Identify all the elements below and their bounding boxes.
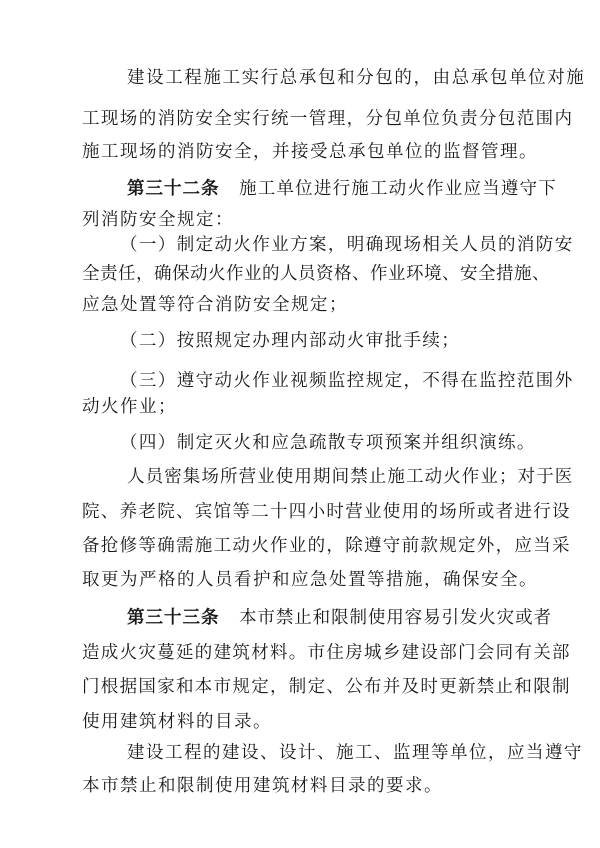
- text-line: 本市禁止和限制使用建筑材料目录的要求。: [82, 776, 443, 796]
- text-line: 建设工程施工实行总承包和分包的，由总承包单位对施: [127, 68, 586, 88]
- text-line: （二）按照规定办理内部动火审批手续；: [120, 331, 461, 351]
- article-33-line: 第三十三条 本市禁止和限制使用容易引发火灾或者: [0, 602, 600, 634]
- text-line: 列消防安全规定：: [82, 210, 234, 230]
- text-line: 门根据国家和本市规定，制定、公布并及时更新禁止和限制: [82, 677, 571, 697]
- text-line: 全责任，确保动火作业的人员资格、作业环境、安全措施、: [82, 264, 550, 284]
- text-line: 工现场的消防安全实行统一管理，分包单位负责分包范围内: [82, 109, 574, 129]
- article-heading: 第三十三条: [127, 608, 220, 628]
- text-line: （四）制定灭火和应急疏散专项预案并组织演练。: [120, 433, 536, 453]
- text-line: 人员密集场所营业使用期间禁止施工动火作业；对于医: [127, 467, 574, 487]
- text-line: 院、养老院、宾馆等二十四小时营业使用的场所或者进行设: [82, 502, 571, 522]
- text-line: 使用建筑材料的目录。: [82, 712, 272, 732]
- text-line: 取更为严格的人员看护和应急处置等措施，确保安全。: [82, 570, 538, 590]
- text-line: （三）遵守动火作业视频监控规定，不得在监控范围外: [120, 371, 574, 391]
- text-line: 动火作业；: [82, 397, 177, 417]
- text-line: 施工现场的消防安全，并接受总承包单位的监督管理。: [82, 142, 538, 162]
- article-32-line: 第三十二条 施工单位进行施工动火作业应当遵守下: [0, 173, 600, 205]
- text-line: （一）制定动火作业方案，明确现场相关人员的消防安: [120, 235, 574, 255]
- text-line: 造成火灾蔓延的建筑材料。市住房城乡建设部门会同有关部: [82, 643, 571, 663]
- text-line: 建设工程的建设、设计、施工、监理等单位，应当遵守: [127, 743, 583, 763]
- text-line: 备抢修等确需施工动火作业的，除遵守前款规定外，应当采: [82, 536, 571, 556]
- article-heading: 第三十二条: [127, 179, 220, 199]
- text-line: 应急处置等符合消防安全规定；: [82, 295, 348, 315]
